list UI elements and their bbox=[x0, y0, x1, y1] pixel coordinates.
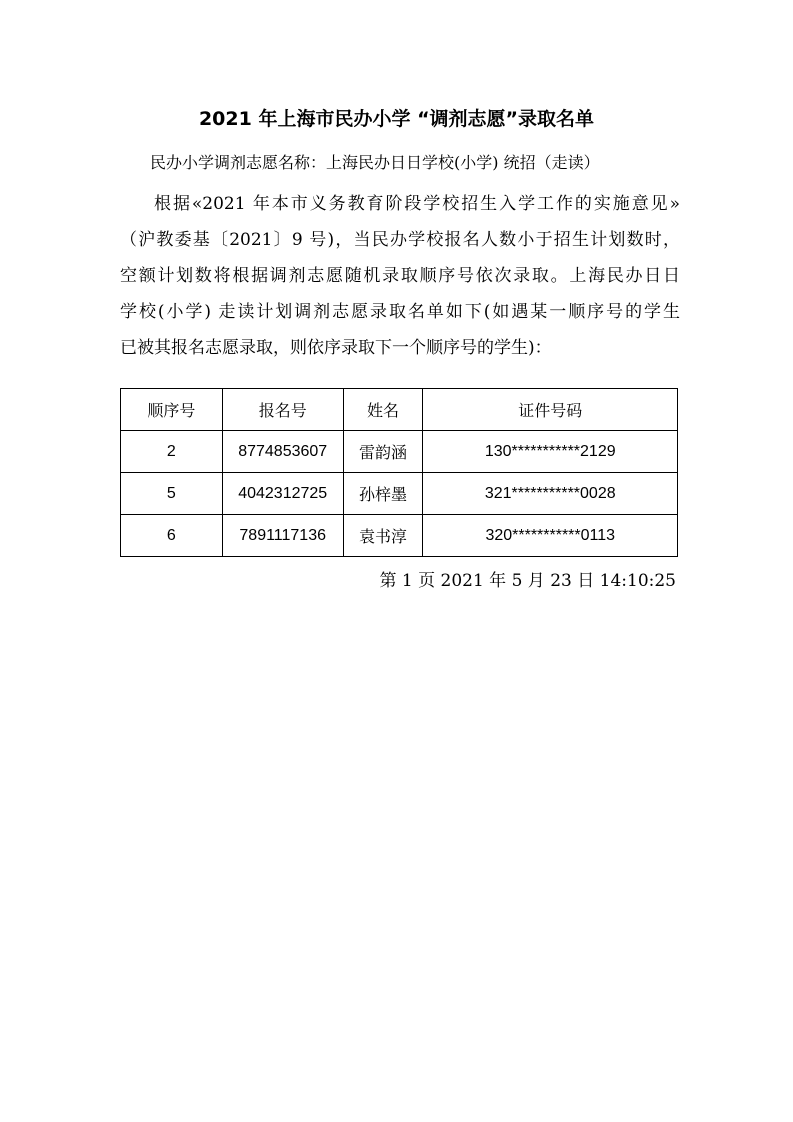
id-number-cell: 321***********0028 bbox=[423, 473, 678, 515]
page-footer: 第 1 页 2021 年 5 月 23 日 14:10:25 bbox=[379, 571, 676, 591]
registration-number-cell: 4042312725 bbox=[222, 473, 343, 515]
column-header-sequence: 顺序号 bbox=[121, 389, 223, 431]
column-header-registration-number: 报名号 bbox=[222, 389, 343, 431]
student-name-cell: 雷韵涵 bbox=[343, 431, 423, 473]
student-name-cell: 孙梓墨 bbox=[343, 473, 423, 515]
registration-number-cell: 7891117136 bbox=[222, 515, 343, 557]
intro-paragraph bbox=[120, 186, 680, 366]
column-header-id-number: 证件号码 bbox=[423, 389, 678, 431]
registration-number-cell: 8774853607 bbox=[222, 431, 343, 473]
school-name-line: 民办小学调剂志愿名称：上海民办日日学校(小学) 统招（走读） bbox=[150, 153, 600, 172]
table-row bbox=[121, 431, 678, 473]
column-header-name: 姓名 bbox=[343, 389, 423, 431]
paragraph-line: 学校(小学) 走读计划调剂志愿录取名单如下(如遇某一顺序号的学生 bbox=[120, 302, 680, 322]
document-title: 2021 年上海市民办小学 “调剂志愿”录取名单 bbox=[198, 108, 595, 130]
sequence-cell: 6 bbox=[121, 515, 223, 557]
admission-table bbox=[120, 388, 678, 557]
paragraph-line: （沪教委基〔2021〕9 号)，当民办学校报名人数小于招生计划数时， bbox=[120, 230, 680, 250]
paragraph-line: 根据«2021 年本市义务教育阶段学校招生入学工作的实施意见» bbox=[154, 194, 680, 214]
paragraph-line: 已被其报名志愿录取，则依序录取下一个顺序号的学生)： bbox=[120, 338, 552, 358]
table-row bbox=[121, 515, 678, 557]
id-number-cell: 320***********0113 bbox=[423, 515, 678, 557]
sequence-cell: 2 bbox=[121, 431, 223, 473]
student-name-cell: 袁书淳 bbox=[343, 515, 423, 557]
paragraph-line: 空额计划数将根据调剂志愿随机录取顺序号依次录取。上海民办日日 bbox=[120, 266, 680, 286]
table-header-row bbox=[121, 389, 678, 431]
id-number-cell: 130***********2129 bbox=[423, 431, 678, 473]
table-row bbox=[121, 473, 678, 515]
sequence-cell: 5 bbox=[121, 473, 223, 515]
